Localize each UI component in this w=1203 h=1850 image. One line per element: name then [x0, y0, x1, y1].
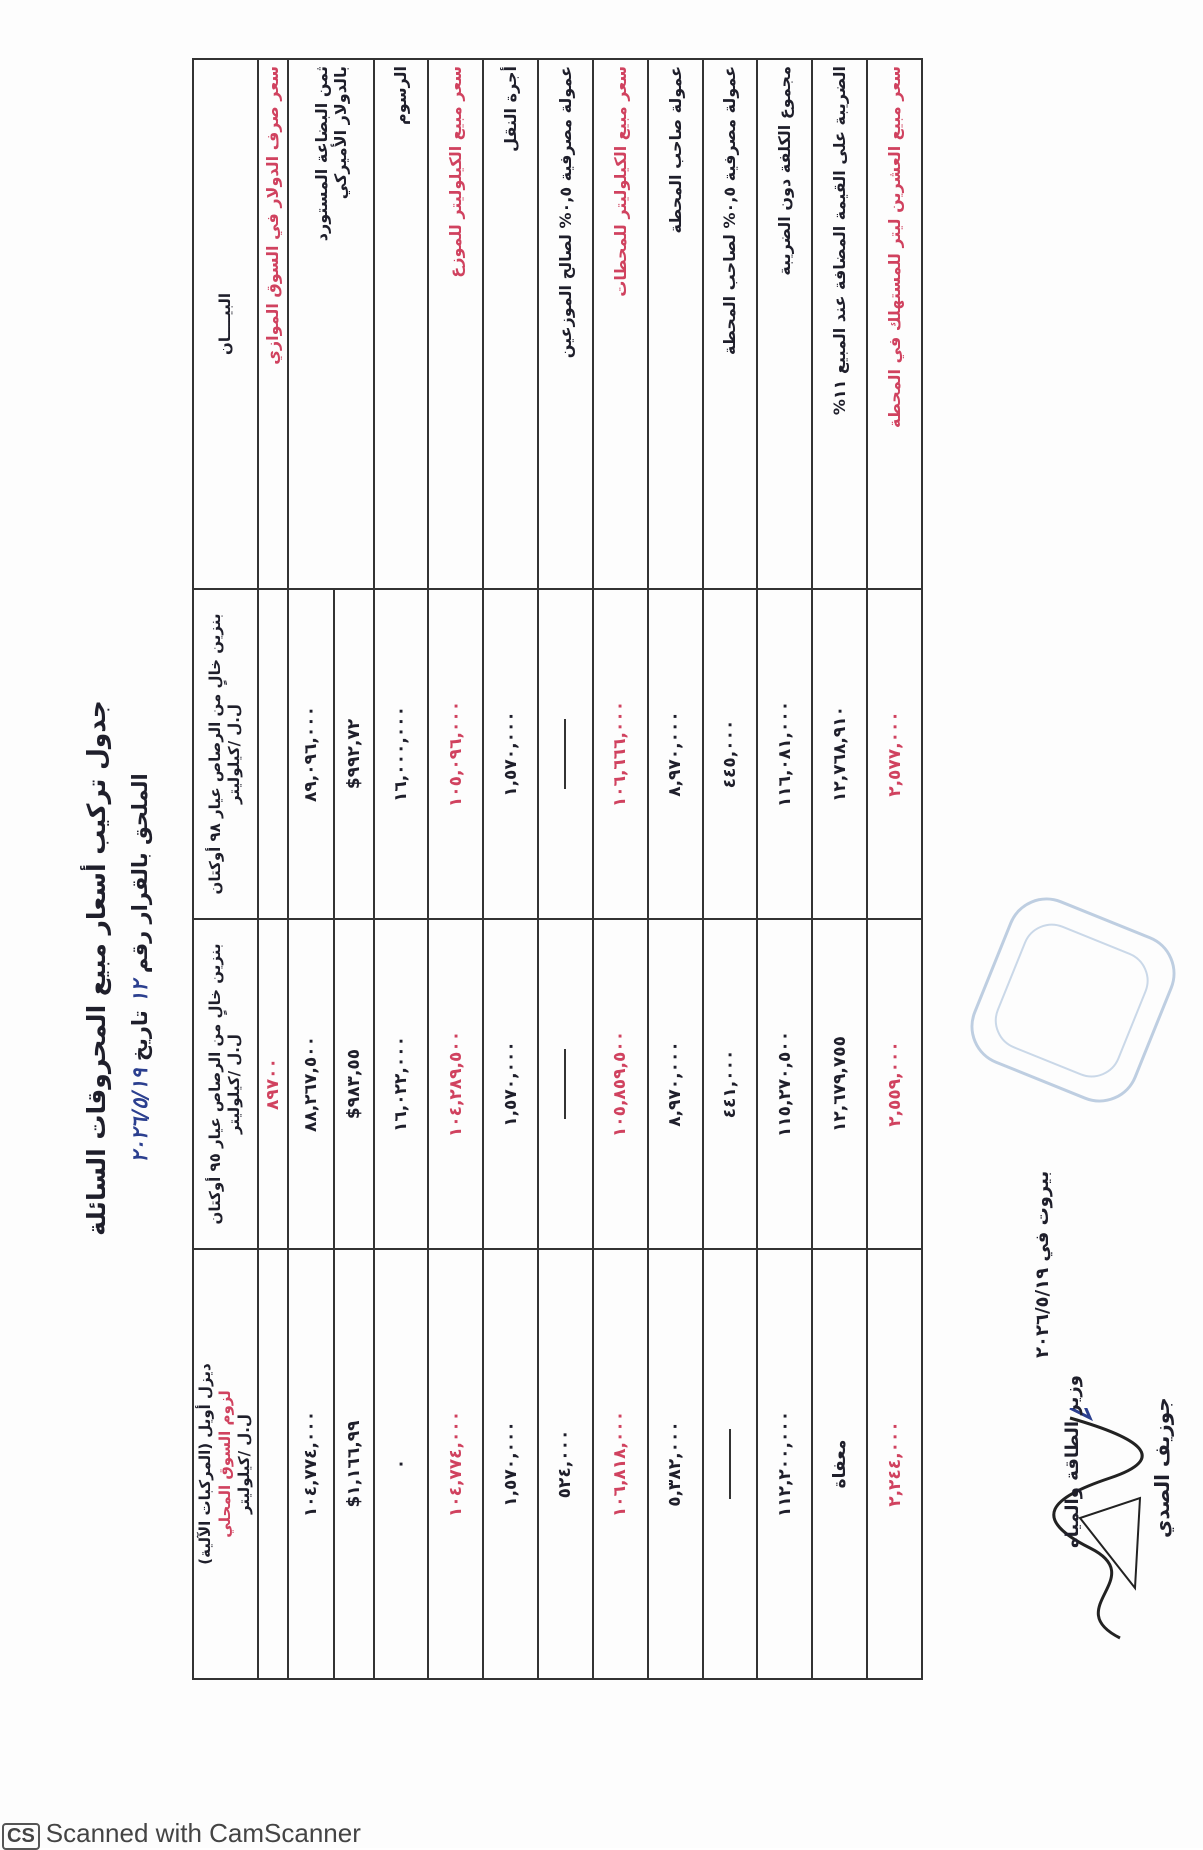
place-date: بيروت في ٢٠٢٦/٥/١٩: [1032, 1170, 1053, 1358]
minister-title: وزير الطاقة والمياه: [1062, 1375, 1083, 1548]
exchange-rate-value: ٨٩٧٠٠: [258, 919, 288, 1249]
official-stamp: [958, 885, 1187, 1114]
minister-name: جوزيف الصدي: [1150, 1397, 1174, 1538]
cell-value: ١١٢,٢٠٠,٠٠٠: [757, 1249, 812, 1679]
goods-label-cell: [288, 59, 374, 589]
camscanner-watermark: [2, 1818, 361, 1850]
price-structure-table: [192, 58, 923, 1680]
cell-value: ١,٥٧٠,٠٠٠: [483, 1249, 538, 1679]
table-row: [812, 59, 867, 1679]
cell-value: ١٠٥,٨٥٩,٥٠٠: [593, 919, 648, 1249]
cell-value: ٤٤١,٠٠٠: [703, 919, 758, 1249]
cell-value: ١٠٤,٢٨٩,٥٠٠: [428, 919, 483, 1249]
cell-dash: [703, 1249, 758, 1679]
table-row: [483, 59, 538, 1679]
cell-value: ٢,٥٥٩,٠٠٠: [867, 919, 922, 1249]
table-row: [428, 59, 483, 1679]
row-label: عمولة مصرفية ٠,٥% لصالح الموزعين: [538, 59, 593, 589]
header-diesel: [193, 1249, 258, 1679]
header-gasoline-98: بنزين خالٍ من الرصاص عيار ٩٨ أوكتان ل.ل /كيلوليتر: [193, 589, 258, 919]
decision-date: ٢٠٢٦/٥/١٩: [128, 1068, 152, 1163]
row-label: عمولة صاحب المحطة: [648, 59, 703, 589]
table-row: [703, 59, 758, 1679]
cell-value: ١٠٦,٦٦٦,٠٠٠: [593, 589, 648, 919]
table-row: [593, 59, 648, 1679]
dash-mark: [729, 1429, 731, 1499]
header-diesel-market: لزوم السوق المحلي: [215, 1390, 234, 1538]
cell-value: ١٢,٦٧٩,٧٥٥: [812, 919, 867, 1249]
header-statement: البيــــان: [193, 59, 258, 589]
row-label: سعر مبيع الكيلوليتر للموزع: [428, 59, 483, 589]
table-row: [867, 59, 922, 1679]
row-label: عمولة مصرفية ٠,٥% لصاحب المحطة: [703, 59, 758, 589]
exchange-rate-row: [258, 59, 288, 1679]
cell-dash: [538, 919, 593, 1249]
minister-signature: [1040, 1408, 1160, 1648]
cell-value: ١٠٤,٧٧٤,٠٠٠: [428, 1249, 483, 1679]
header-gasoline-95: بنزين خالٍ من الرصاص عيار ٩٥ أوكتان ل.ل /كيلوليتر: [193, 919, 258, 1249]
cell-goods-98: ٨٩,٠٩٦,٠٠٠: [288, 589, 334, 919]
row-label: سعر مبيع الكيلوليتر للمحطات: [593, 59, 648, 589]
cell-usd-diesel: ١,١٦٦,٩٩$: [334, 1249, 374, 1679]
table-row: [538, 59, 593, 1679]
camscanner-logo-icon: CS: [2, 1823, 40, 1850]
cell-goods-95: ٨٨,٢٦٧,٥٠٠: [288, 919, 334, 1249]
goods-label: ثمن البضاعة المستورد: [311, 66, 331, 242]
row-label: الضريبة على القيمة المضافة عند المبيع ١١%: [812, 59, 867, 589]
cell-value: ١٠٥,٠٩٦,٠٠٠: [428, 589, 483, 919]
cell-value: معفاة: [812, 1249, 867, 1679]
document-title: جدول تركيب أسعار مبيع المحروقات السائلة: [82, 700, 111, 1236]
table-header-row: [193, 59, 258, 1679]
subtitle-prefix: الملحق بالقرار رقم: [128, 773, 152, 974]
cell-value: ٨,٩٧٠,٠٠٠: [648, 919, 703, 1249]
cell-usd-95: ٩٨٣,٥٥$: [334, 919, 374, 1249]
cell-value: ٢,٥٧٧,٠٠٠: [867, 589, 922, 919]
decision-number: ١٢: [128, 980, 152, 1003]
dash-mark: [564, 1049, 566, 1119]
cell-value: ٤٤٥,٠٠٠: [703, 589, 758, 919]
cell-value: ١١٥,٢٧٠,٥٠٠: [757, 919, 812, 1249]
row-label: أجرة النقل: [483, 59, 538, 589]
cell-value: ٨,٩٧٠,٠٠٠: [648, 589, 703, 919]
header-diesel-unit: ل.ل /كيلوليتر: [235, 1414, 253, 1515]
camscanner-text: Scanned with CamScanner: [45, 1818, 361, 1848]
header-diesel-title: ديزل أويل (المركبات الآلية): [196, 1363, 214, 1565]
dash-mark: [564, 719, 566, 789]
cell-value: ٥٢٤,٠٠٠: [538, 1249, 593, 1679]
table-row: [374, 59, 429, 1679]
cell-dash: [538, 589, 593, 919]
cell-usd-98: ٩٩٢,٧٢$: [334, 589, 374, 919]
exchange-rate-label: سعر صرف الدولار في السوق الموازي: [258, 59, 288, 589]
cell-goods-diesel: ١٠٤,٧٧٤,٠٠٠: [288, 1249, 334, 1679]
cell-value: ٠: [374, 1249, 429, 1679]
row-label: مجموع الكلفة دون الضريبة: [757, 59, 812, 589]
table-row: [648, 59, 703, 1679]
cell-value: ١٦,٠٠٠,٠٠٠: [374, 589, 429, 919]
document-subtitle: [128, 688, 152, 1248]
row-label: سعر مبيع العشرين ليتر للمستهلك في المحطة: [867, 59, 922, 589]
date-label: تاريخ: [128, 1010, 152, 1062]
cell-value: ٢,٢٤٤,٠٠٠: [867, 1249, 922, 1679]
goods-usd-label: بالدولار الأميركي: [330, 66, 350, 200]
row-label: الرسوم: [374, 59, 429, 589]
cell-value: ١,٥٧٠,٠٠٠: [483, 919, 538, 1249]
cell-value: ١٦,٠٢٢,٠٠٠: [374, 919, 429, 1249]
table-row: [757, 59, 812, 1679]
cell-value: ١١٦,٠٨١,٠٠٠: [757, 589, 812, 919]
cell-value: ٥,٣٨٢,٠٠٠: [648, 1249, 703, 1679]
cell-value: ١,٥٧٠,٠٠٠: [483, 589, 538, 919]
cell-value: ١٢,٧٦٨,٩١٠: [812, 589, 867, 919]
cell-value: ١٠٦,٨١٨,٠٠٠: [593, 1249, 648, 1679]
table-row: [288, 59, 334, 1679]
